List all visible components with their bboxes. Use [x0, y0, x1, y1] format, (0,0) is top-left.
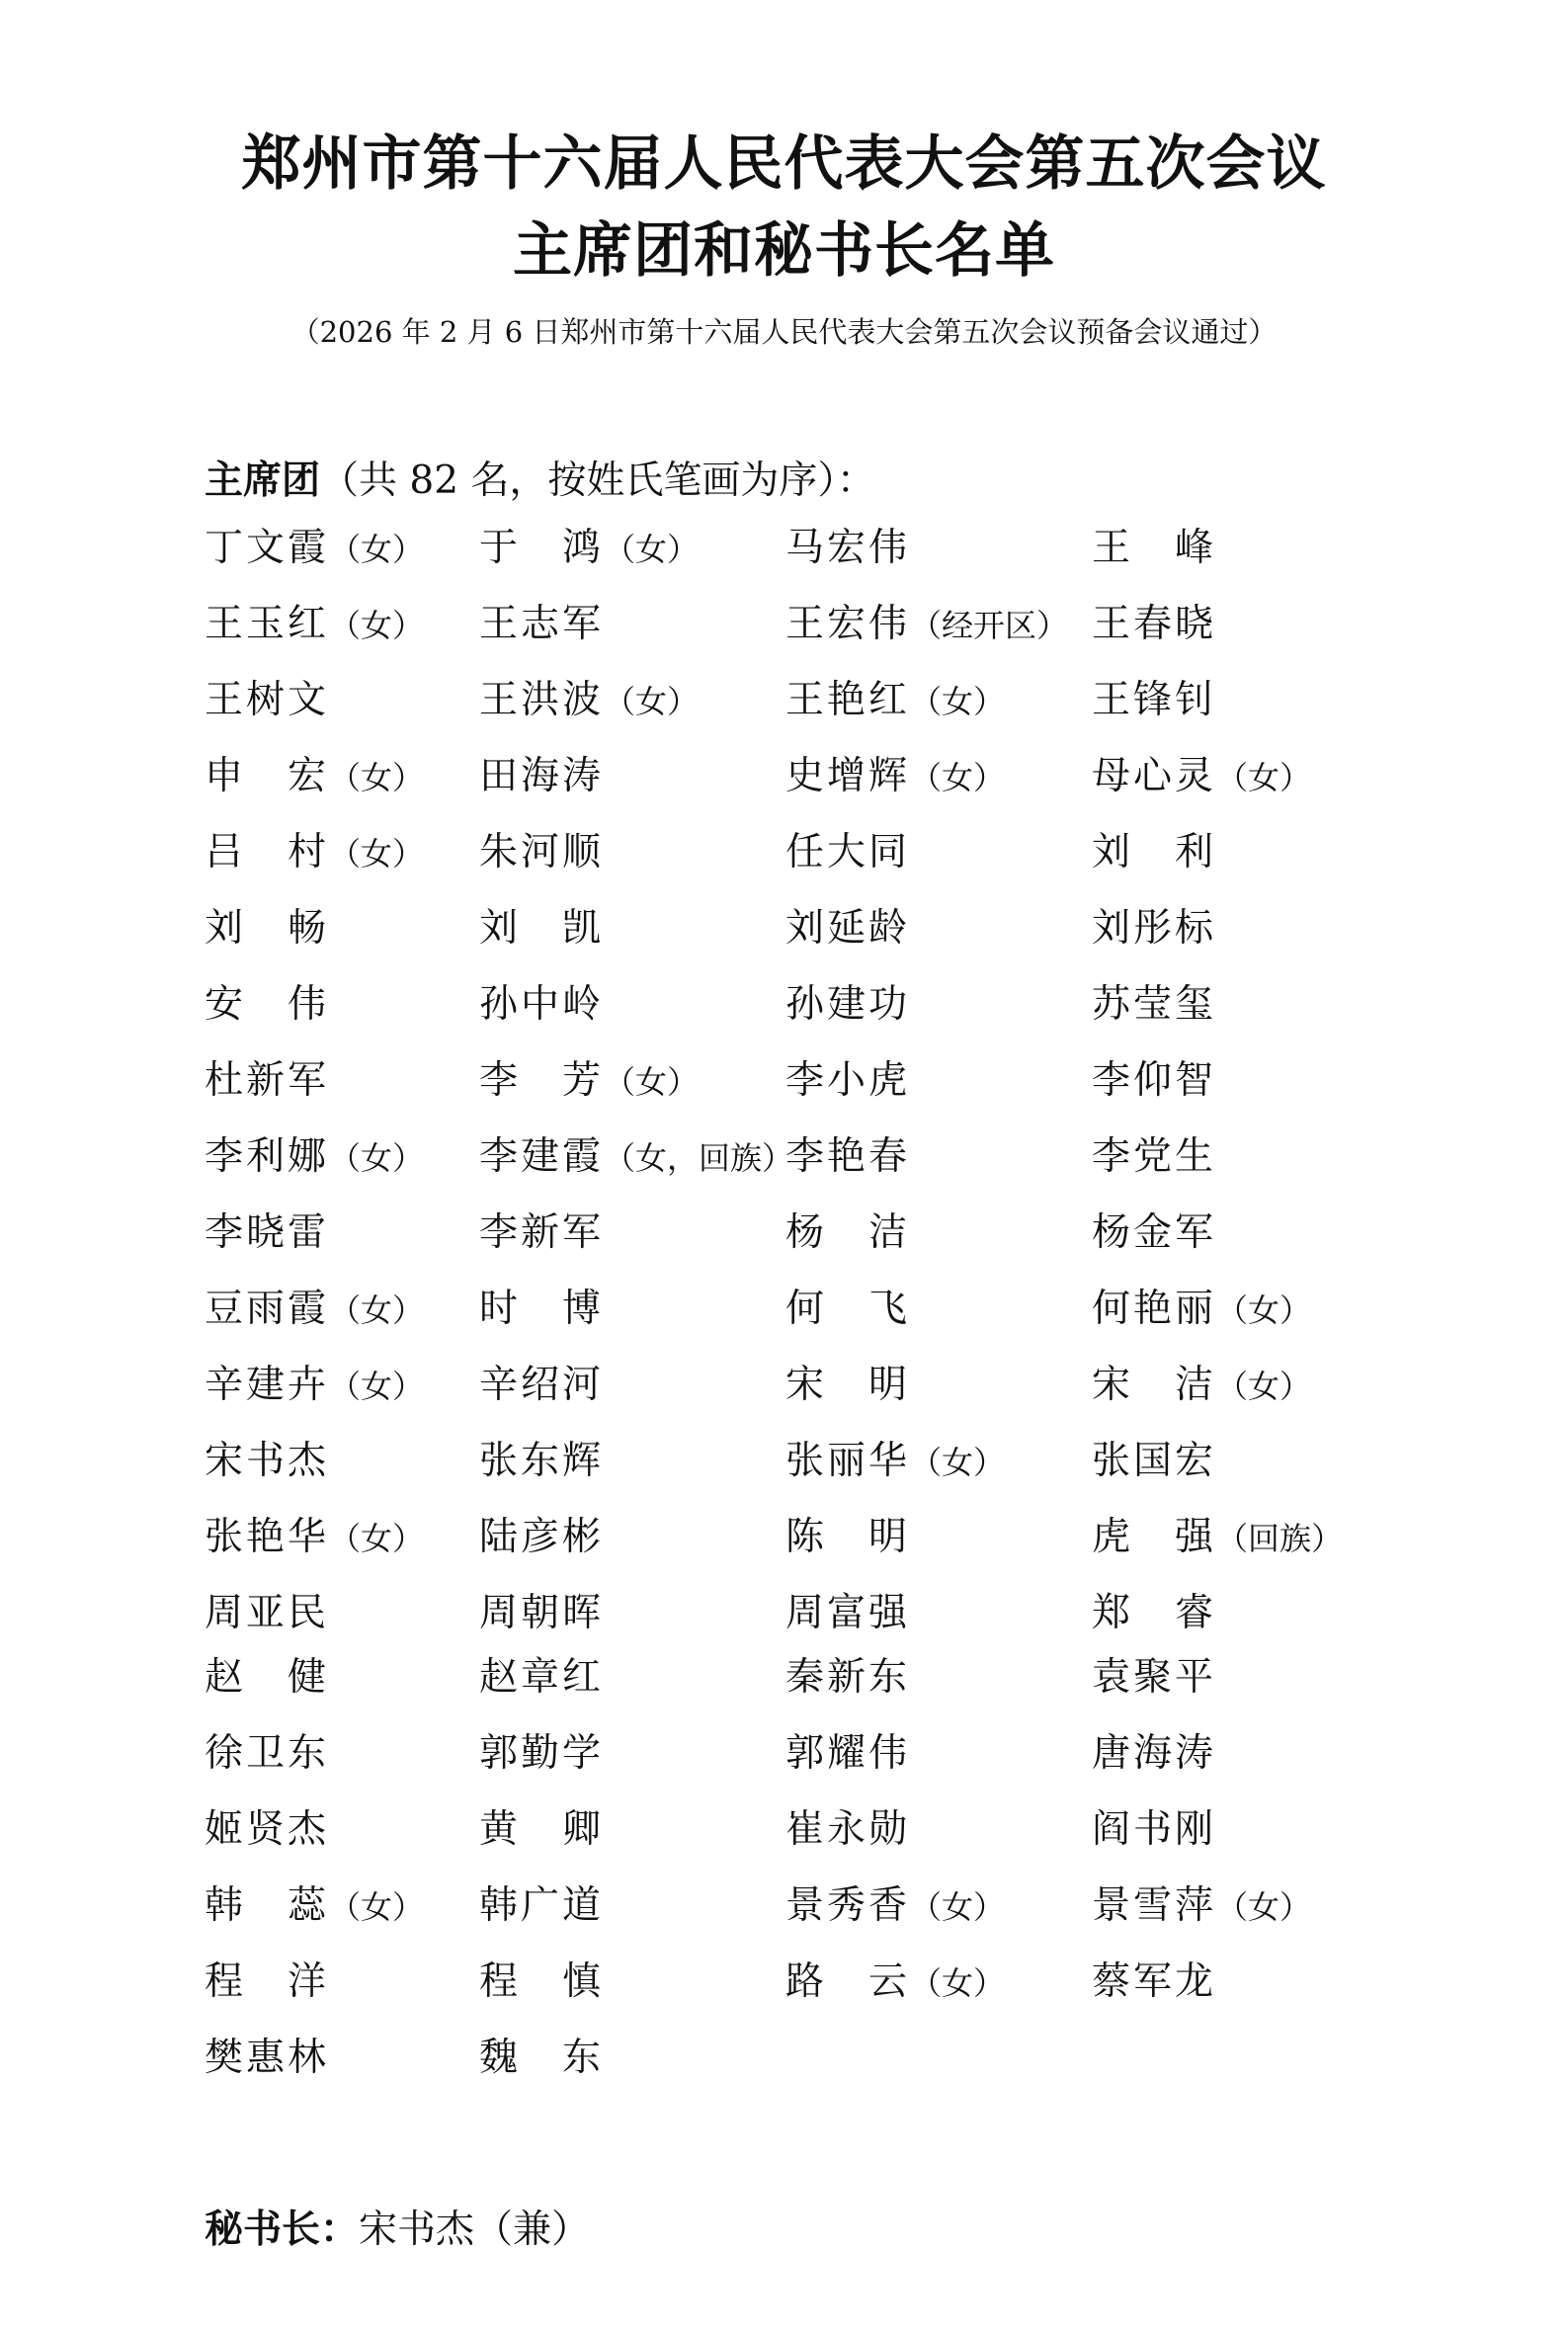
- member-note: （女）: [604, 531, 700, 568]
- member-name: 魏 东: [479, 2036, 605, 2080]
- member-name: 张东辉: [479, 1439, 605, 1483]
- presidium-member: [479, 980, 604, 1030]
- member-name: 李利娜: [205, 1134, 330, 1179]
- presidium-member: [1092, 1589, 1216, 1638]
- member-name: 张艳华: [205, 1515, 330, 1559]
- presidium-member: [785, 1285, 910, 1334]
- presidium-member: [205, 1132, 424, 1183]
- presidium-member: [785, 1729, 910, 1779]
- presidium-member: [1092, 1957, 1216, 2007]
- member-name: 袁聚平: [1092, 1655, 1217, 1700]
- member-name: 樊惠林: [205, 2036, 330, 2080]
- presidium-member: [479, 1729, 604, 1779]
- member-note: （女）: [329, 531, 425, 568]
- presidium-member: [205, 1957, 329, 2007]
- member-note: （女）: [910, 1444, 1006, 1481]
- member-name: 韩 蕊: [205, 1883, 330, 1928]
- presidium-member: [785, 1437, 1005, 1487]
- presidium-member: [205, 1208, 329, 1258]
- member-note: （女）: [1216, 759, 1312, 796]
- member-name: 宋 洁: [1092, 1363, 1217, 1407]
- member-note: （女）: [1216, 1888, 1312, 1926]
- member-name: 李晓雷: [205, 1210, 330, 1255]
- member-name: 赵 健: [205, 1655, 330, 1700]
- presidium-member: [785, 1805, 910, 1855]
- presidium-member: [479, 524, 699, 574]
- member-name: 朱河顺: [479, 830, 605, 874]
- member-note: （女）: [329, 1368, 425, 1405]
- member-name: 李建霞: [479, 1134, 605, 1179]
- member-name: 王志军: [479, 602, 605, 646]
- member-name: 唐海涛: [1092, 1731, 1217, 1776]
- member-name: 郭耀伟: [785, 1731, 911, 1776]
- presidium-member: [785, 1881, 1005, 1932]
- member-name: 李党生: [1092, 1134, 1217, 1179]
- member-name: 郭勤学: [479, 1731, 605, 1776]
- member-name: 韩广道: [479, 1883, 605, 1928]
- presidium-member: [479, 600, 604, 649]
- member-note: （女）: [1216, 1368, 1312, 1405]
- presidium-heading-label: 主席团: [205, 458, 321, 503]
- presidium-member: [205, 1513, 424, 1563]
- member-name: 阎书刚: [1092, 1807, 1217, 1852]
- member-name: 刘 凯: [479, 906, 605, 951]
- member-name: 姬贤杰: [205, 1807, 330, 1852]
- member-name: 刘延龄: [785, 906, 911, 951]
- presidium-member: [1092, 904, 1216, 954]
- presidium-member: [479, 1285, 604, 1334]
- presidium-member: [479, 1132, 793, 1183]
- secretary-general-line: [205, 2206, 590, 2255]
- member-note: （女）: [329, 607, 425, 644]
- member-name: 豆雨霞: [205, 1287, 330, 1331]
- presidium-member: [205, 1437, 329, 1486]
- presidium-member: [1092, 1132, 1216, 1182]
- member-name: 张丽华: [785, 1439, 911, 1483]
- member-name: 吕 村: [205, 830, 330, 874]
- presidium-heading: [205, 457, 875, 506]
- member-name: 申 宏: [205, 754, 330, 798]
- member-name: 虎 强: [1092, 1515, 1217, 1559]
- member-name: 苏莹玺: [1092, 982, 1217, 1027]
- presidium-member: [1092, 980, 1216, 1030]
- member-name: 路 云: [785, 1959, 911, 2004]
- presidium-member: [785, 1361, 910, 1410]
- presidium-member: [1092, 1208, 1216, 1258]
- member-note: （女）: [910, 1964, 1006, 2002]
- presidium-member: [785, 752, 1005, 802]
- presidium-member: [785, 904, 910, 954]
- presidium-member: [1092, 1729, 1216, 1779]
- member-name: 马宏伟: [785, 526, 911, 570]
- member-name: 杨金军: [1092, 1210, 1217, 1255]
- member-name: 周富强: [785, 1591, 911, 1635]
- member-name: 程 慎: [479, 1959, 605, 2004]
- member-note: （经开区）: [910, 607, 1069, 644]
- member-name: 景秀香: [785, 1883, 911, 1928]
- presidium-member: [205, 1881, 424, 1932]
- member-name: 王春晓: [1092, 602, 1217, 646]
- member-name: 周朝晖: [479, 1591, 605, 1635]
- member-name: 王 峰: [1092, 526, 1217, 570]
- presidium-member: [1092, 1653, 1216, 1703]
- presidium-member: [479, 1361, 604, 1410]
- member-note: （女）: [329, 1139, 425, 1177]
- member-name: 王树文: [205, 678, 330, 722]
- presidium-member: [785, 1957, 1005, 2008]
- member-name: 李新军: [479, 1210, 605, 1255]
- presidium-member: [205, 904, 329, 954]
- presidium-member: [205, 1729, 329, 1779]
- presidium-member: [205, 1056, 329, 1106]
- member-name: 辛绍河: [479, 1363, 605, 1407]
- member-note: （回族）: [1216, 1520, 1344, 1557]
- presidium-member: [785, 676, 1005, 726]
- presidium-member: [205, 1361, 424, 1411]
- presidium-member: [1092, 1437, 1216, 1486]
- member-note: （女）: [1216, 1291, 1312, 1329]
- document-subtitle: （2026 年 2 月 6 日郑州市第十六届人民代表大会第五次会议预备会议通过）: [290, 315, 1278, 349]
- presidium-member: [205, 676, 329, 725]
- presidium-member: [479, 2034, 604, 2083]
- member-name: 李 芳: [479, 1058, 605, 1103]
- presidium-member: [1092, 676, 1216, 725]
- member-name: 母心灵: [1092, 754, 1217, 798]
- member-name: 田海涛: [479, 754, 605, 798]
- presidium-member: [1092, 1805, 1216, 1855]
- member-note: （女）: [910, 759, 1006, 796]
- presidium-member: [205, 524, 424, 574]
- presidium-member: [205, 752, 424, 802]
- member-name: 刘 畅: [205, 906, 330, 951]
- presidium-member: [205, 828, 424, 878]
- presidium-member: [1092, 1056, 1216, 1106]
- presidium-member: [205, 1285, 424, 1335]
- member-name: 王锋钊: [1092, 678, 1217, 722]
- member-note: （女，回族）: [604, 1139, 794, 1177]
- presidium-member: [205, 1589, 329, 1638]
- secretary-general-label: 秘书长：: [205, 2207, 360, 2252]
- document-title-line-1: 郑州市第十六届人民代表大会第五次会议: [241, 129, 1327, 199]
- member-name: 蔡军龙: [1092, 1959, 1217, 2004]
- member-name: 李仰智: [1092, 1058, 1217, 1103]
- presidium-member: [785, 1513, 910, 1562]
- member-name: 刘 利: [1092, 830, 1217, 874]
- member-name: 张国宏: [1092, 1439, 1217, 1483]
- member-name: 安 伟: [205, 982, 330, 1027]
- member-name: 宋 明: [785, 1363, 911, 1407]
- presidium-member: [479, 1208, 604, 1258]
- presidium-member: [785, 1653, 910, 1703]
- member-name: 王宏伟: [785, 602, 911, 646]
- member-name: 任大同: [785, 830, 911, 874]
- presidium-member: [205, 980, 329, 1030]
- member-name: 于 鸿: [479, 526, 605, 570]
- member-name: 黄 卿: [479, 1807, 605, 1852]
- presidium-member: [785, 600, 1068, 650]
- member-name: 杜新军: [205, 1058, 330, 1103]
- presidium-member: [1092, 1361, 1311, 1411]
- presidium-member: [1092, 1285, 1311, 1335]
- presidium-member: [479, 1805, 604, 1855]
- member-note: （女）: [329, 1291, 425, 1329]
- member-name: 孙中岭: [479, 982, 605, 1027]
- presidium-member: [1092, 1881, 1311, 1932]
- presidium-member: [1092, 600, 1216, 649]
- member-name: 程 洋: [205, 1959, 330, 2004]
- member-name: 孙建功: [785, 982, 911, 1027]
- member-note: （女）: [604, 1063, 700, 1101]
- member-name: 王玉红: [205, 602, 330, 646]
- presidium-member: [785, 524, 910, 573]
- presidium-member: [479, 1881, 604, 1931]
- presidium-member: [479, 828, 604, 877]
- member-note: （女）: [329, 1520, 425, 1557]
- presidium-member: [205, 1653, 329, 1703]
- presidium-member: [205, 2034, 329, 2083]
- presidium-member: [785, 980, 910, 1030]
- member-name: 陆彦彬: [479, 1515, 605, 1559]
- presidium-member: [479, 1513, 604, 1562]
- presidium-member: [479, 676, 699, 726]
- presidium-member: [479, 1653, 604, 1703]
- presidium-member: [785, 1208, 910, 1258]
- presidium-member: [785, 1056, 910, 1106]
- member-name: 何艳丽: [1092, 1287, 1217, 1331]
- member-name: 陈 明: [785, 1515, 911, 1559]
- presidium-member: [785, 828, 910, 877]
- member-name: 郑 睿: [1092, 1591, 1217, 1635]
- presidium-member: [205, 600, 424, 650]
- member-name: 景雪萍: [1092, 1883, 1217, 1928]
- member-note: （女）: [910, 1888, 1006, 1926]
- presidium-member: [479, 1589, 604, 1638]
- member-name: 刘彤标: [1092, 906, 1217, 951]
- presidium-member: [479, 1957, 604, 2007]
- presidium-member: [785, 1132, 910, 1182]
- member-name: 王洪波: [479, 678, 605, 722]
- member-name: 秦新东: [785, 1655, 911, 1700]
- member-note: （女）: [910, 683, 1006, 720]
- secretary-general-name: 宋书杰（兼）: [359, 2207, 591, 2252]
- member-name: 徐卫东: [205, 1731, 330, 1776]
- member-name: 杨 洁: [785, 1210, 911, 1255]
- member-note: （女）: [329, 835, 425, 873]
- presidium-member: [1092, 1513, 1343, 1563]
- document-title-line-2: 主席团和秘书长名单: [513, 216, 1055, 286]
- member-name: 崔永勋: [785, 1807, 911, 1852]
- presidium-member: [1092, 524, 1216, 573]
- member-note: （女）: [329, 759, 425, 796]
- presidium-member: [205, 1805, 329, 1855]
- presidium-member: [785, 1589, 910, 1638]
- member-name: 王艳红: [785, 678, 911, 722]
- presidium-member: [479, 752, 604, 801]
- member-name: 史增辉: [785, 754, 911, 798]
- member-name: 宋书杰: [205, 1439, 330, 1483]
- member-name: 李小虎: [785, 1058, 911, 1103]
- member-name: 周亚民: [205, 1591, 330, 1635]
- member-note: （女）: [329, 1888, 425, 1926]
- member-name: 赵章红: [479, 1655, 605, 1700]
- presidium-member: [479, 1056, 699, 1107]
- presidium-member: [1092, 828, 1216, 877]
- member-note: （女）: [604, 683, 700, 720]
- presidium-member: [1092, 752, 1311, 802]
- presidium-heading-detail: （共 82 名，按姓氏笔画为序）：: [320, 458, 875, 503]
- presidium-member: [479, 904, 604, 954]
- member-name: 时 博: [479, 1287, 605, 1331]
- member-name: 辛建卉: [205, 1363, 330, 1407]
- member-name: 李艳春: [785, 1134, 911, 1179]
- presidium-member: [479, 1437, 604, 1486]
- member-name: 丁文霞: [205, 526, 330, 570]
- member-name: 何 飞: [785, 1287, 911, 1331]
